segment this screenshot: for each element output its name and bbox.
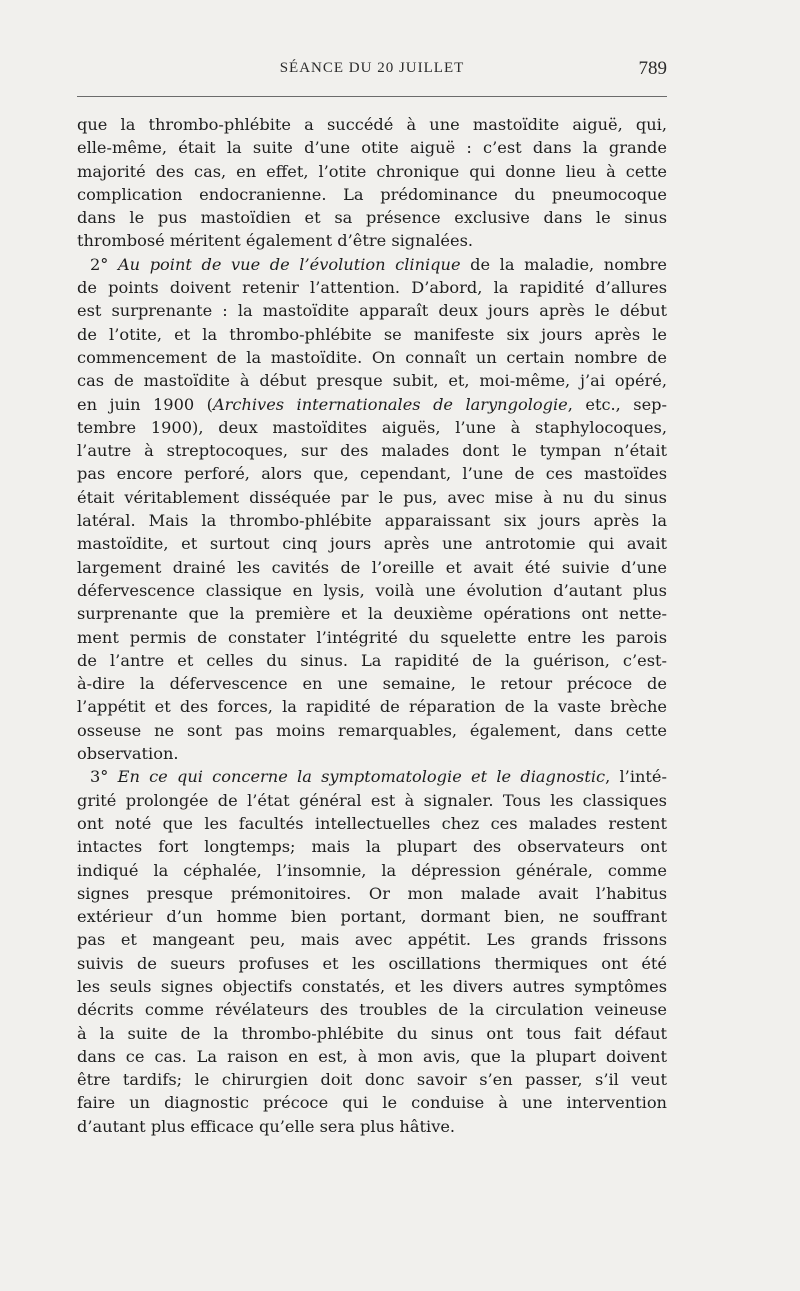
- text-line: [77, 719, 667, 742]
- text-line: [77, 626, 667, 649]
- text-line: [77, 323, 667, 346]
- text-line: [77, 812, 667, 835]
- text-run: en juin 1900 (: [77, 394, 213, 414]
- text-line: [77, 369, 667, 392]
- text-line: [77, 416, 667, 439]
- text-line: [77, 1115, 667, 1138]
- text-run: majorité des cas, en effet, l’otite chronique qui donne lieu à cette: [77, 161, 667, 181]
- text-run: grité prolongée de l’état général est à signaler. Tous les classiques: [77, 790, 667, 810]
- text-run: dans ce cas. La raison en est, à mon avis, que la plupart doivent: [77, 1046, 667, 1066]
- text-run: latéral. Mais la thrombo-phlébite apparaissant six jours après la: [77, 511, 667, 531]
- text-run: faire un diagnostic précoce qui le conduise à une intervention: [77, 1093, 667, 1113]
- text-line: [77, 206, 667, 229]
- text-run: cas de mastoïdite à début presque subit, et, moi-même, j’ai opéré,: [77, 371, 667, 391]
- text-line: [77, 253, 667, 276]
- text-line: [77, 998, 667, 1021]
- text-line: [77, 346, 667, 369]
- text-run: indiqué la céphalée, l’insomnie, la dépression générale, comme: [77, 860, 667, 880]
- page-header: [77, 58, 667, 86]
- paragraph: [77, 765, 667, 1138]
- text-line: [77, 393, 667, 416]
- text-line: [77, 859, 667, 882]
- text-run: l’autre à streptocoques, sur des malades dont le tympan n’était: [77, 441, 667, 461]
- text-line: [77, 486, 667, 509]
- text-run: de l’otite, et la thrombo-phlébite se manifeste six jours après le: [77, 324, 667, 344]
- text-line: [77, 299, 667, 322]
- text-run: tembre 1900), deux mastoïdites aiguës, l’une à staphylocoques,: [77, 417, 667, 437]
- text-run: à-dire la défervescence en une semaine, le retour précoce de: [77, 674, 667, 694]
- text-line: [77, 975, 667, 998]
- text-line: [77, 183, 667, 206]
- text-line: [77, 229, 667, 252]
- text-line: [77, 462, 667, 485]
- header-rule: [77, 96, 667, 97]
- text-line: [77, 113, 667, 136]
- text-line: [77, 602, 667, 625]
- text-run: surprenante que la première et la deuxième opérations ont nette-: [77, 604, 667, 624]
- text-line: [77, 532, 667, 555]
- text-run: intactes fort longtemps; mais la plupart des observateurs ont: [77, 837, 667, 857]
- text-line: [77, 1091, 667, 1114]
- text-run: 2°: [90, 254, 118, 274]
- text-line: [77, 509, 667, 532]
- text-line: [77, 835, 667, 858]
- text-run: les seuls signes objectifs constatés, et les divers autres symptômes: [77, 976, 667, 996]
- text-line: [77, 160, 667, 183]
- text-run: 3°: [90, 767, 118, 787]
- text-run: thrombosé méritent également d’être signalées.: [77, 231, 474, 251]
- text-run: complication endocranienne. La prédominance du pneumocoque: [77, 184, 667, 204]
- text-line: [77, 439, 667, 462]
- text-line: [77, 136, 667, 159]
- text-run: , l’inté-: [605, 767, 667, 787]
- italic-run: En ce qui concerne la symptomatologie et le diagnostic: [117, 767, 606, 787]
- body-text: [77, 113, 667, 1138]
- text-run: mastoïdite, et surtout cinq jours après une antrotomie qui avait: [77, 534, 667, 554]
- text-line: [77, 742, 667, 765]
- text-line: [77, 1068, 667, 1091]
- text-run: de l’antre et celles du sinus. La rapidité de la guérison, c’est-: [77, 650, 667, 670]
- text-run: de la maladie, nombre: [460, 254, 667, 274]
- text-run: défervescence classique en lysis, voilà une évolution d’autant plus: [77, 580, 667, 600]
- text-line: [77, 928, 667, 951]
- text-line: [77, 556, 667, 579]
- text-line: [77, 672, 667, 695]
- text-line: [77, 1022, 667, 1045]
- text-line: [77, 952, 667, 975]
- text-line: [77, 905, 667, 928]
- text-run: extérieur d’un homme bien portant, dormant bien, ne souffrant: [77, 907, 667, 927]
- text-line: [77, 649, 667, 672]
- text-line: [77, 789, 667, 812]
- text-run: dans le pus mastoïdien et sa présence exclusive dans le sinus: [77, 208, 667, 228]
- text-run: osseuse ne sont pas moins remarquables, également, dans cette: [77, 720, 667, 740]
- text-line: [77, 1045, 667, 1068]
- text-line: [77, 882, 667, 905]
- text-run: l’appétit et des forces, la rapidité de réparation de la vaste brèche: [77, 697, 667, 717]
- page-number: 789: [638, 58, 667, 79]
- text-run: de points doivent retenir l’attention. D’abord, la rapidité d’allures: [77, 278, 667, 298]
- italic-run: Archives internationales de laryngologie: [212, 394, 568, 414]
- text-run: ment permis de constater l’intégrité du squelette entre les parois: [77, 627, 667, 647]
- text-run: suivis de sueurs profuses et les oscillations thermiques ont été: [77, 953, 667, 973]
- paragraph: [77, 113, 667, 253]
- text-line: [77, 579, 667, 602]
- text-run: elle-même, était la suite d’une otite aiguë : c’est dans la grande: [77, 138, 667, 158]
- text-run: décrits comme révélateurs des troubles de la circulation veineuse: [77, 1000, 667, 1020]
- italic-run: Au point de vue de l’évolution clinique: [117, 254, 461, 274]
- text-line: [77, 276, 667, 299]
- text-line: [77, 765, 667, 788]
- paragraph: [77, 253, 667, 766]
- text-run: d’autant plus efficace qu’elle sera plus hâtive.: [77, 1116, 456, 1136]
- running-title: SÉANCE DU 20 JUILLET: [279, 60, 465, 76]
- text-run: observation.: [77, 744, 179, 764]
- text-run: pas et mangeant peu, mais avec appétit. Les grands frissons: [77, 930, 667, 950]
- text-run: commencement de la mastoïdite. On connaît un certain nombre de: [77, 347, 667, 367]
- text-run: était véritablement disséquée par le pus, avec mise à nu du sinus: [77, 487, 667, 507]
- text-run: largement drainé les cavités de l’oreille et avait été suivie d’une: [77, 557, 667, 577]
- text-run: que la thrombo-phlébite a succédé à une mastoïdite aiguë, qui,: [77, 115, 667, 134]
- text-run: est surprenante : la mastoïdite apparaît deux jours après le début: [77, 301, 667, 321]
- text-run: ont noté que les facultés intellectuelles chez ces malades restent: [77, 813, 667, 833]
- text-run: , etc., sep-: [567, 394, 667, 414]
- text-run: être tardifs; le chirurgien doit donc savoir s’en passer, s’il veut: [77, 1070, 667, 1090]
- text-run: pas encore perforé, alors que, cependant, l’une de ces mastoïdes: [77, 464, 667, 484]
- text-run: signes presque prémonitoires. Or mon malade avait l’habitus: [77, 883, 667, 903]
- text-run: à la suite de la thrombo-phlébite du sinus ont tous fait défaut: [77, 1023, 667, 1043]
- text-line: [77, 695, 667, 718]
